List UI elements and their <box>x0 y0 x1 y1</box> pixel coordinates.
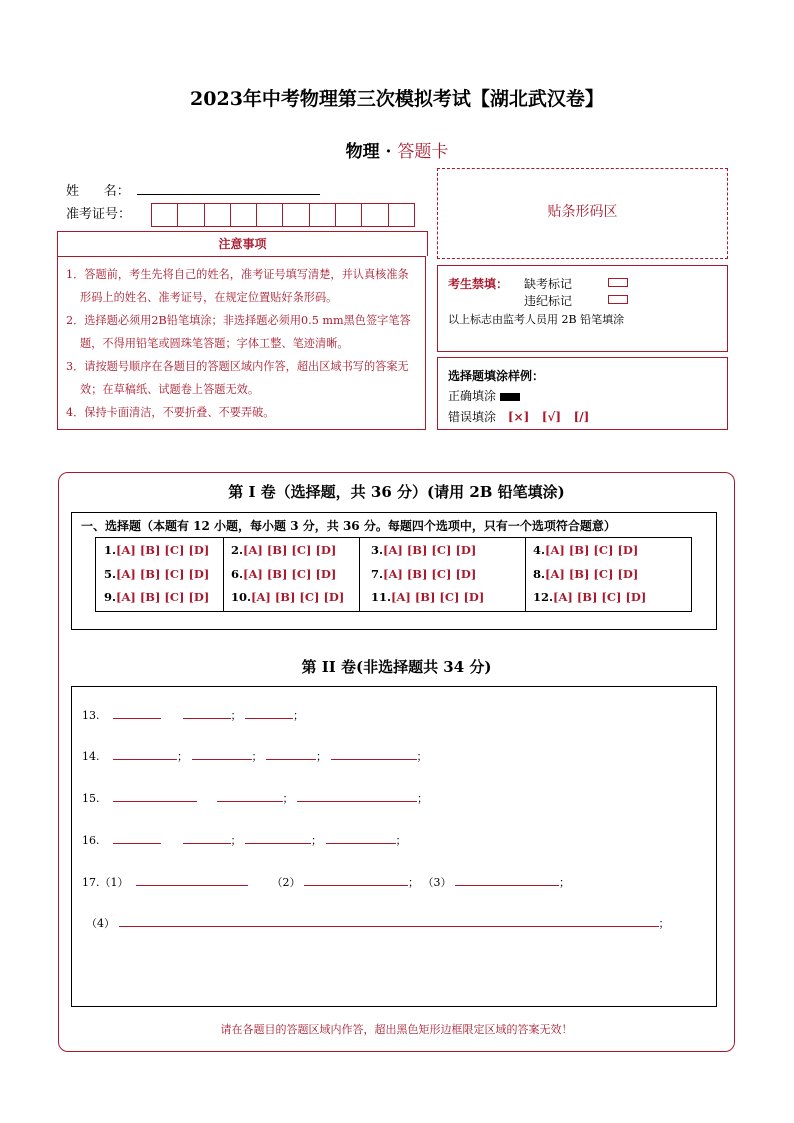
semicolon: ； <box>251 750 263 763</box>
semicolon: ； <box>416 750 428 763</box>
card-subtitle <box>0 137 794 162</box>
notice-item: 4．保持卡面清洁，不要折叠、不要弄破。 <box>66 406 275 419</box>
semicolon: ； <box>559 876 570 889</box>
question-number: 1. <box>104 543 117 557</box>
q17-part3-label: （3） <box>422 876 452 889</box>
choice-description: 一、选择题（本题有 12 小题，每小题 3 分，共 36 分。每题四个选项中，只有一个选项符合题意） <box>81 519 616 533</box>
choice-question[interactable] <box>533 543 638 557</box>
q14-row <box>82 748 428 764</box>
semicolon: ； <box>658 917 670 930</box>
q15-blank-3[interactable] <box>297 790 417 802</box>
semicolon: ； <box>293 709 304 722</box>
semicolon: ； <box>282 792 294 805</box>
sample-title: 选择题填涂样例： <box>448 369 545 383</box>
page-title: 2023年中考物理第三次模拟考试【湖北武汉卷】 <box>190 88 604 110</box>
wrong-marks: [×] [√] [/] <box>507 410 590 424</box>
id-digit-box[interactable] <box>230 203 256 227</box>
name-label: 姓 名： <box>66 184 130 199</box>
wrong-label: 错误填涂 <box>448 410 497 424</box>
choice-options[interactable]: [A] [B] [C] [D] <box>383 567 477 581</box>
fill-sample-box <box>437 357 728 430</box>
q15-blank-1[interactable] <box>113 790 197 802</box>
correct-label: 正确填涂 <box>448 389 497 403</box>
name-field[interactable] <box>137 180 320 195</box>
wrong-sample <box>448 408 589 425</box>
id-digit-box[interactable] <box>256 203 282 227</box>
choice-options[interactable]: [A] [B] [C] [D] <box>391 590 485 604</box>
q17-label: 17.（1） <box>82 876 129 889</box>
correct-sample <box>448 387 520 404</box>
choice-options[interactable]: [A] [B] [C] [D] <box>243 543 337 557</box>
q17-4-row <box>86 915 670 931</box>
choice-options[interactable]: [A] [B] [C] [D] <box>383 543 477 557</box>
footer-warning: 请在各题目的答题区域内作答，超出黑色矩形边框限定区域的答案无效！ <box>220 1023 573 1036</box>
q14-blank-2[interactable] <box>192 748 252 760</box>
id-digit-box[interactable] <box>361 203 387 227</box>
question-number: 4. <box>533 543 546 557</box>
question-number: 12. <box>533 590 554 604</box>
notice-item: 1．答题前，考生先将自己的姓名，准考证号填写清楚，并认真核准条形码上的姓名、准考证号，在规定位置贴好条形码。 <box>66 268 409 304</box>
violation-label: 违纪标记 <box>524 294 573 308</box>
forbid-box <box>437 265 728 352</box>
question-number: 11. <box>371 590 392 604</box>
q17-part2-label: （2） <box>271 876 301 889</box>
choice-options[interactable]: [A] [B] [C] [D] <box>243 567 337 581</box>
grid-divider <box>223 538 224 611</box>
q14-blank-1[interactable] <box>113 748 177 760</box>
grid-divider <box>525 538 526 611</box>
id-digit-box[interactable] <box>177 203 203 227</box>
choice-question[interactable] <box>104 567 209 581</box>
q14-blank-4[interactable] <box>331 748 417 760</box>
choice-grid <box>95 537 692 612</box>
q16-blank-1[interactable] <box>113 832 161 844</box>
choice-question[interactable] <box>533 567 638 581</box>
semicolon: ； <box>316 750 327 763</box>
id-digit-box[interactable] <box>151 203 177 227</box>
card-label: 答题卡 <box>397 142 449 162</box>
q15-blank-2[interactable] <box>217 790 283 802</box>
q15-row <box>82 790 428 806</box>
violation-mark-box[interactable] <box>608 295 628 304</box>
q17-part4-label: （4） <box>86 917 115 930</box>
q16-blank-2[interactable] <box>183 832 231 844</box>
choice-question[interactable] <box>371 543 476 557</box>
exam-id-boxes[interactable] <box>151 203 415 227</box>
written-answer-box <box>71 686 717 1007</box>
choice-options[interactable]: [A] [B] [C] [D] <box>545 543 639 557</box>
choice-question[interactable] <box>231 567 336 581</box>
absent-mark-box[interactable] <box>608 278 628 287</box>
id-digit-box[interactable] <box>335 203 361 227</box>
q16-blank-4[interactable] <box>326 832 396 844</box>
grid-divider <box>359 538 360 611</box>
q13-label: 13. <box>82 709 100 722</box>
choice-options[interactable]: [A] [B] [C] [D] <box>116 567 210 581</box>
notice-item: 3．请按题号顺序在各题目的答题区域内作答，超出区域书写的答案无效；在草稿纸、试题卷上答题无效。 <box>66 360 409 396</box>
question-number: 9. <box>104 590 117 604</box>
notice-heading: 注意事项 <box>57 231 428 256</box>
q14-label: 14. <box>82 750 100 763</box>
subtitle-dot: · <box>385 142 392 162</box>
notice-item: 2．选择题必须用2B铅笔填涂；非选择题必须用0.5 mm黑色签字笔答题，不得用铅笔或圆珠笔答题；字体工整、笔迹清晰。 <box>66 314 411 350</box>
q16-row <box>82 832 407 848</box>
question-number: 7. <box>371 567 384 581</box>
question-number: 5. <box>104 567 117 581</box>
forbid-label: 考生禁填： <box>448 277 509 291</box>
q13-blank-2[interactable] <box>183 707 231 719</box>
question-number: 6. <box>231 567 244 581</box>
q17-row <box>82 874 570 890</box>
q17-blank-1[interactable] <box>136 874 248 886</box>
forbid-note: 以上标志由监考人员用 2B 铅笔填涂 <box>448 313 625 326</box>
id-digit-box[interactable] <box>388 203 415 227</box>
q16-label: 16. <box>82 834 100 847</box>
choice-options[interactable]: [A] [B] [C] [D] <box>553 590 647 604</box>
semicolon: ； <box>395 834 407 847</box>
choice-question[interactable] <box>231 590 344 604</box>
q15-label: 15. <box>82 792 100 805</box>
semicolon: ； <box>417 792 428 805</box>
q16-blank-3[interactable] <box>245 832 311 844</box>
choice-options[interactable]: [A] [B] [C] [D] <box>116 590 210 604</box>
q17-blank-3[interactable] <box>455 874 559 886</box>
barcode-area: 贴条形码区 <box>437 168 728 259</box>
filled-bar-icon <box>500 393 520 401</box>
section2-title: 第 II 卷(非选择题共 34 分) <box>301 658 492 676</box>
subject-label: 物理 <box>345 142 380 162</box>
q13-blank-3[interactable] <box>245 707 293 719</box>
choice-question[interactable] <box>371 567 476 581</box>
choice-question[interactable] <box>371 590 484 604</box>
id-digit-box[interactable] <box>309 203 335 227</box>
choice-question[interactable] <box>104 590 209 604</box>
section1-title: 第 I 卷（选择题，共 36 分）(请用 2B 铅笔填涂) <box>228 483 565 501</box>
semicolon: ； <box>230 709 242 722</box>
q17-blank-4[interactable] <box>119 915 659 927</box>
q13-blank-1[interactable] <box>113 707 161 719</box>
choice-options[interactable]: [A] [B] [C] [D] <box>116 543 210 557</box>
absent-label: 缺考标记 <box>524 277 573 291</box>
choice-options[interactable]: [A] [B] [C] [D] <box>251 590 345 604</box>
choice-question[interactable] <box>231 543 336 557</box>
question-number: 10. <box>231 590 252 604</box>
semicolon: ； <box>177 750 188 763</box>
question-number: 8. <box>533 567 546 581</box>
q14-blank-3[interactable] <box>266 748 316 760</box>
choice-question[interactable] <box>533 590 646 604</box>
notice-box <box>57 256 426 430</box>
question-number: 2. <box>231 543 244 557</box>
q13-row <box>82 707 304 723</box>
semicolon: ； <box>311 834 322 847</box>
id-label: 准考证号： <box>66 207 132 222</box>
choice-question[interactable] <box>104 543 209 557</box>
semicolon: ； <box>230 834 242 847</box>
question-number: 3. <box>371 543 384 557</box>
q17-blank-2[interactable] <box>304 874 408 886</box>
id-digit-box[interactable] <box>282 203 308 227</box>
choice-options[interactable]: [A] [B] [C] [D] <box>545 567 639 581</box>
semicolon: ； <box>408 876 419 889</box>
id-digit-box[interactable] <box>204 203 230 227</box>
